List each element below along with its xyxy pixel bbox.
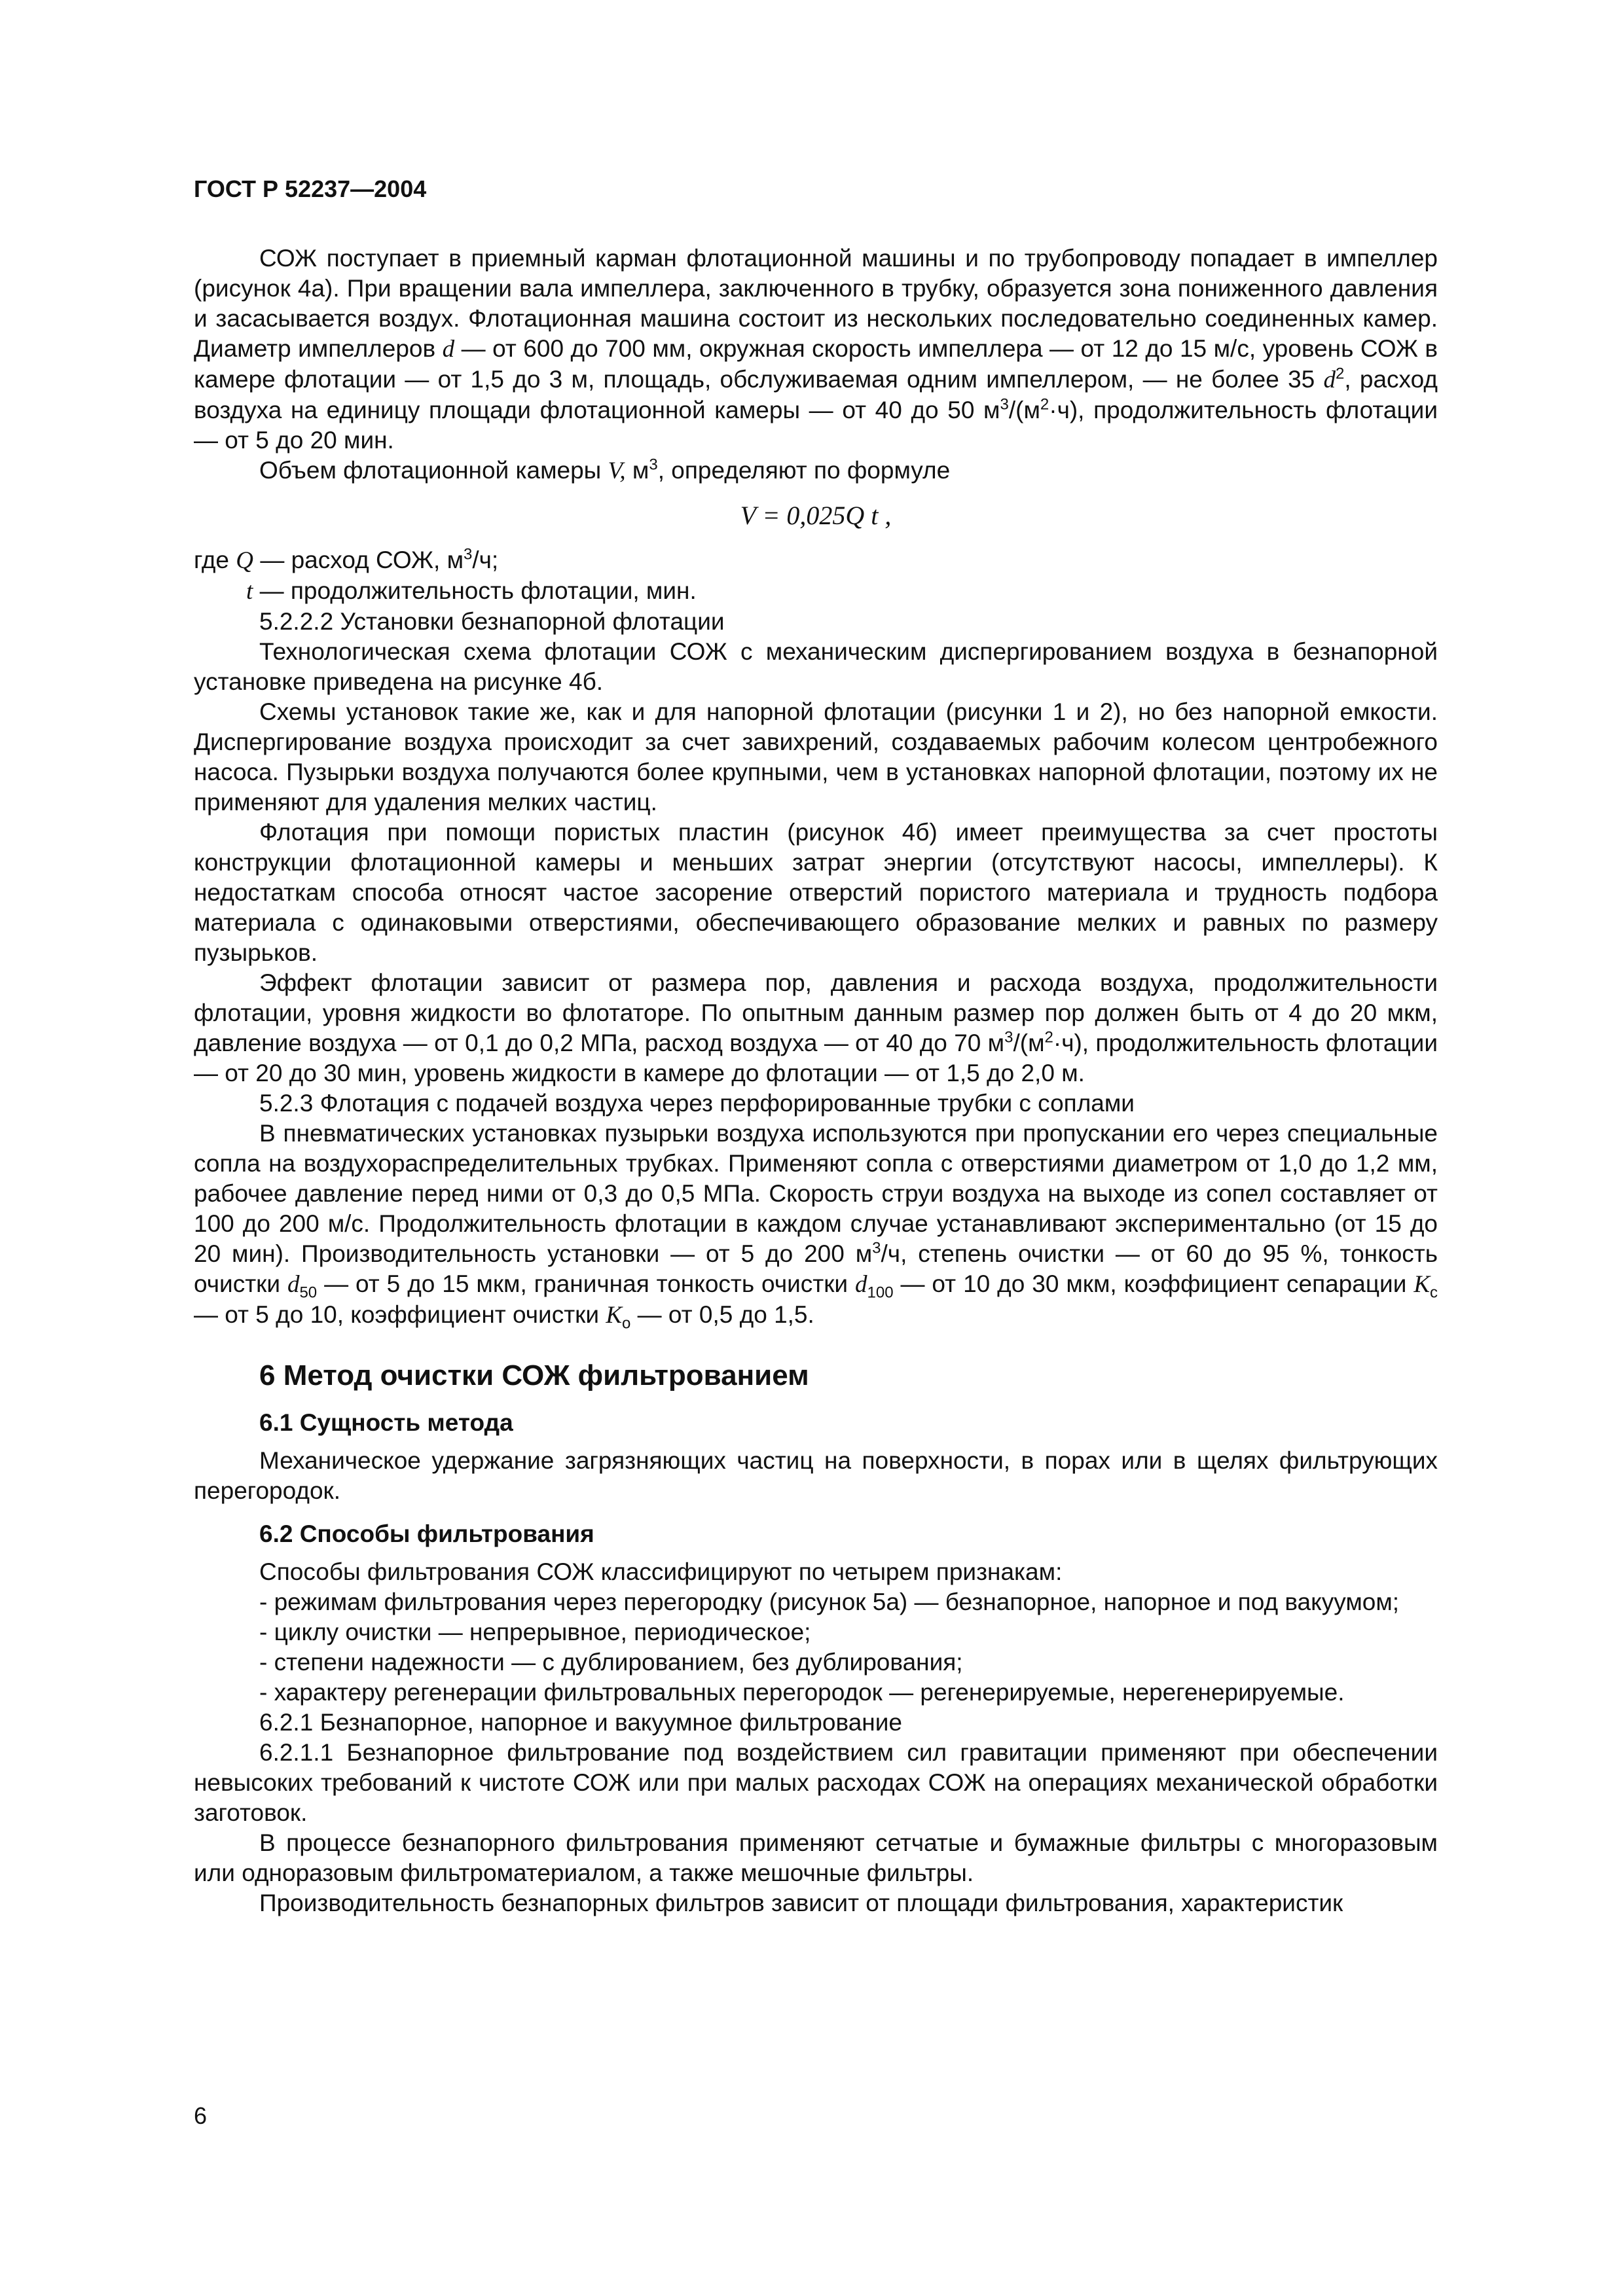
section-heading: 6 Метод очистки СОЖ фильтрованием <box>259 1359 809 1391</box>
superscript: 3 <box>464 545 473 564</box>
symbol: d <box>287 1271 300 1298</box>
symbol: d <box>442 336 455 363</box>
superscript: 3 <box>1004 1028 1013 1047</box>
paragraph: Схемы установок такие же, как и для напорной флотации (рисунки 1 и 2), но без напорной емкости. Диспергирование воздуха происходит за счет завихрений, создаваемых рабочим колесом центробежного насоса. Пузырьки воздуха получаются более крупными, чем в установках напорной флотации, поэтому их не применяют для удаления мелких частиц. <box>194 698 1438 816</box>
list-item: - циклу очистки — непрерывное, периодическое; <box>259 1619 811 1645</box>
paragraph: 6.2.1.1 Безнапорное фильтрование под воздействием сил гравитации применяют при обеспечении невысоких требований к чистоте СОЖ или при малых расходах СОЖ на операциях механической обработки заготовок. <box>194 1739 1438 1826</box>
superscript: 2 <box>1336 365 1345 383</box>
text: где <box>194 547 230 573</box>
subsection-heading: 6.2 Способы фильтрования <box>259 1520 594 1547</box>
text: — от 5 до 10, <box>194 1301 344 1328</box>
where-line <box>194 545 1438 576</box>
text: /(м <box>1008 397 1040 423</box>
list-item: - характеру регенерации фильтровальных перегородок — регенерируемые, нерегенерируемые. <box>259 1679 1345 1706</box>
subscript: о <box>622 1314 631 1333</box>
paragraph: Способы фильтрования СОЖ классифицируют по четырем признакам: <box>259 1558 1063 1585</box>
paragraph <box>194 1119 1438 1331</box>
text: коэффициент очистки <box>350 1301 600 1328</box>
paragraph <box>194 243 1438 456</box>
superscript: 2 <box>1040 395 1049 414</box>
symbol: K <box>606 1302 622 1329</box>
paragraph: Производительность безнапорных фильтров зависит от площади фильтрования, характеристик <box>259 1890 1343 1916</box>
text: /ч, степень очистки — от 60 до 95 %, тонкость очистки <box>194 1240 1438 1297</box>
symbol: d <box>855 1271 867 1298</box>
text: СОЖ поступает в приемный карман флотационной машины и по трубопроводу попадает в импеллер (рисунок 4а). При вращении вала импеллера, заключенного в трубку, образуется зона пониженного давления и засасывается воздух. Флотационная машина состоит из нескольких последовательно соединенных камер. Диаметр импеллеров <box>194 245 1438 362</box>
superscript: 3 <box>649 456 658 474</box>
superscript: 3 <box>1000 395 1009 414</box>
symbol: K <box>1413 1271 1430 1298</box>
text: — от 5 до 15 мкм, граничная тонкость очистки <box>324 1270 848 1297</box>
text: Эффект флотации зависит от размера пор, давления и расхода воздуха, продолжительности флотации, уровня жидкости во флотаторе. По опытным данным размер пор должен быть от 4 до 20 мкм, давление воздуха — от 0,1 до 0,2 МПа, расход воздуха — от 40 до 70 м <box>194 969 1438 1056</box>
text: — от 10 до 30 мкм, коэффициент сепарации <box>900 1270 1407 1297</box>
subscript: 100 <box>867 1283 894 1302</box>
text: /(м <box>1013 1030 1045 1056</box>
superscript: 2 <box>1044 1028 1053 1047</box>
paragraph <box>194 968 1438 1088</box>
subscript: 50 <box>299 1283 318 1302</box>
text: Объем флотационной камеры <box>259 457 602 484</box>
text: — от 600 до 700 мм, окружная скорость импеллера — от 12 до 15 м/с, уровень СОЖ в камере флотации — от 1,5 до 3 м, площадь, обслуживаемая одним импеллером, — не более 35 <box>194 335 1438 393</box>
symbol: Q <box>236 547 254 574</box>
text: м <box>632 457 649 484</box>
paragraph: В процессе безнапорного фильтрования применяют сетчатые и бумажные фильтры с многоразовым или одноразовым фильтроматериалом, а также мешочные фильтры. <box>194 1829 1438 1886</box>
clause-heading: 5.2.2.2 Установки безнапорной флотации <box>259 608 725 635</box>
symbol: d <box>1323 367 1336 393</box>
list-item: - степени надежности — с дублированием, без дублирования; <box>259 1649 963 1676</box>
text: — от 0,5 до 1,5. <box>637 1301 814 1328</box>
text: ·ч), продолжительность флотации — от 20 до 30 мин, уровень жидкости в камере до флотации — от 1,5 до 2,0 м. <box>194 1030 1438 1086</box>
paragraph: Технологическая схема флотации СОЖ с механическим диспергированием воздуха в безнапорной установке приведена на рисунке 4б. <box>194 638 1438 695</box>
text: ·ч), продолжительность флотации — от 5 до 20 мин. <box>194 397 1438 454</box>
text: В пневматических установках пузырьки воздуха используются при пропускании его через специальные сопла на воздухораспределительных трубках. Применяют сопла с отверстиями диаметром от 1,0 до 1,2 мм, рабочее давление перед ними от 0,3 до 0,5 МПа. Скорость струи воздуха на выходе из сопел составляет от 100 до 200 м/с. Продолжительность флотации в каждом случае устанавливают экспериментально (от 15 до 20 мин). Производительность установки — от 5 до 200 м <box>194 1120 1438 1267</box>
subsection-heading: 6.1 Сущность метода <box>259 1409 513 1436</box>
subscript: с <box>1430 1283 1438 1302</box>
paragraph <box>194 456 1438 486</box>
symbol: V, <box>608 457 626 484</box>
document-header: ГОСТ Р 52237—2004 <box>194 175 427 202</box>
document-body <box>194 243 1438 1918</box>
clause-heading: 6.2.1 Безнапорное, напорное и вакуумное фильтрование <box>259 1709 902 1736</box>
formula: V = 0,025Q t , <box>740 501 892 530</box>
superscript: 3 <box>872 1239 881 1257</box>
paragraph: Флотация при помощи пористых пластин (рисунок 4б) имеет преимущества за счет простоты конструкции флотационной камеры и меньших затрат энергии (отсутствуют насосы, импеллеры). К недостаткам способа относят частое засорение отверстий пористого материала и трудность подбора материала с одинаковыми отверстиями, обеспечивающего образование мелких и равных по размеру пузырьков. <box>194 819 1438 966</box>
clause-heading: 5.2.3 Флотация с подачей воздуха через перфорированные трубки с соплами <box>259 1090 1135 1117</box>
text: , расход воздуха на единицу площади флотационной камеры — от 40 до 50 м <box>194 366 1438 423</box>
text: /ч; <box>472 547 499 573</box>
where-line <box>194 576 1438 607</box>
paragraph: Механическое удержание загрязняющих частиц на поверхности, в порах или в щелях фильтрующих перегородок. <box>194 1447 1438 1504</box>
text: , определяют по формуле <box>657 457 951 484</box>
page-number: 6 <box>194 2102 208 2129</box>
list-item: - режимам фильтрования через перегородку (рисунок 5а) — безнапорное, напорное и под вакуумом; <box>259 1588 1400 1615</box>
text: — расход СОЖ, м <box>260 547 464 573</box>
symbol: t <box>246 578 253 605</box>
text: — продолжительность флотации, мин. <box>259 577 697 604</box>
